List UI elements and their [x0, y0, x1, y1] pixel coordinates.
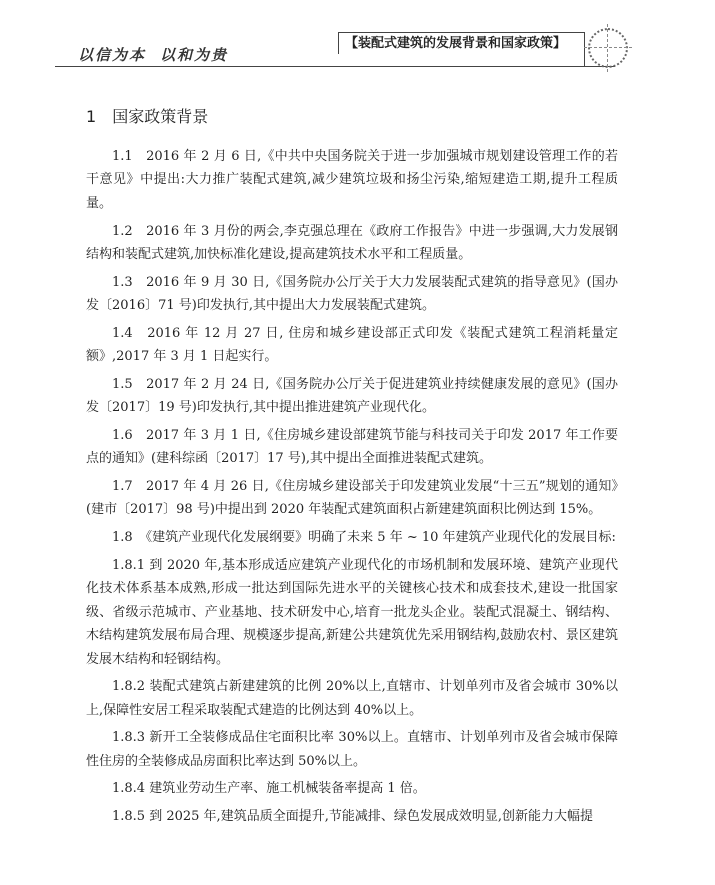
section-number: 1: [86, 107, 97, 126]
section-title: 国家政策背景: [112, 107, 209, 126]
paragraph-1-5: 1.5 2017 年 2 月 24 日,《国务院办公厅关于促进建筑业持续健康发展的意见》(国办发〔2017〕19 号)印发执行,其中提出推进建筑产业现代化。: [86, 376, 618, 416]
paragraph-1-8-4: 1.8.4 建筑业劳动生产率、施工机械装备率提高 1 倍。: [112, 781, 426, 797]
chapter-title: 【 装配式建筑的发展背景和国家政策 】: [338, 32, 584, 54]
header-divider: [55, 66, 615, 67]
paragraph-1-8-3: 1.8.3 新开工全装修成品住宅面积比率 30%以上。直辖市、计划单列市及省会城市保障性住房的全装修成品房面积比率达到 50%以上。: [86, 730, 618, 769]
paragraph-1-3: 1.3 2016 年 9 月 30 日,《国务院办公厅关于大力发展装配式建筑的指导意见》(国办发〔2016〕71 号)印发执行,其中提出大力发展装配式建筑。: [86, 274, 618, 314]
section-heading: [86, 104, 208, 127]
page-header: [0, 0, 715, 80]
paragraph-1-8: 1.8 《建筑产业现代化发展纲要》明确了未来 5 年 ~ 10 年建筑产业现代化的发展目标:: [112, 530, 616, 546]
motto-part-1: 以信为本: [78, 46, 147, 64]
paragraph-1-8-5: 1.8.5 到 2025 年,建筑品质全面提升,节能减排、绿色发展成效明显,创新能力大幅提: [112, 809, 593, 825]
crosshair-vertical-icon: [607, 24, 608, 72]
motto: [78, 44, 228, 65]
paragraph-1-7: 1.7 2017 年 4 月 26 日,《住房城乡建设部关于印发建筑业发展“十三五”规划的通知》(建市〔2017〕98 号)中提出到 2020 年装配式建筑面积占新建建筑面积比例达到 15%。: [86, 479, 618, 518]
dotted-circle-icon: [588, 28, 628, 68]
paragraph-1-8-1: 1.8.1 到 2020 年,基本形成适应建筑产业现代化的市场机制和发展环境、建筑产业现代化技术体系基本成熟,形成一批达到国际先进水平的关键核心技术和成套技术,建设一批国家级、省级示范城市、产业基地、技术研发中心,培育一批龙头企业。装配式混凝土、钢结构、木结构建筑发展布局合理、规模逐步提高,新建公共建筑优先采用钢结构,鼓励农村、景区建筑发展木结构和轻钢结构。: [86, 557, 618, 667]
motto-part-2: 以和为贵: [160, 46, 229, 64]
body-text: [86, 145, 618, 833]
paragraph-1-6: 1.6 2017 年 3 月 1 日,《住房城乡建设部建筑节能与科技司关于印发 2017 年工作要点的通知》(建科综函〔2017〕17 号),其中提出全面推进装配式建筑。: [86, 427, 618, 467]
header-box-edge: [584, 32, 585, 66]
paragraph-1-8-2: 1.8.2 装配式建筑占新建建筑的比例 20%以上,直辖市、计划单列市及省会城市 30%以上,保障性安居工程采取装配式建造的比例达到 40%以上。: [86, 679, 618, 718]
paragraph-1-2: 1.2 2016 年 3 月份的两会,李克强总理在《政府工作报告》中进一步强调,大力发展钢结构和装配式建筑,加快标准化建设,提高建筑技术水平和工程质量。: [86, 223, 618, 262]
paragraph-1-1: 1.1 2016 年 2 月 6 日,《中共中央国务院关于进一步加强城市规划建设管理工作的若干意见》中提出:大力推广装配式建筑,减少建筑垃圾和扬尘污染,缩短建造工期,提升工程质量。: [86, 149, 618, 211]
paragraph-1-4: 1.4 2016 年 12 月 27 日, 住房和城乡建设部正式印发《装配式建筑工程消耗量定额》,2017 年 3 月 1 日起实行。: [86, 325, 618, 365]
crosshair-horizontal-icon: [584, 47, 632, 48]
